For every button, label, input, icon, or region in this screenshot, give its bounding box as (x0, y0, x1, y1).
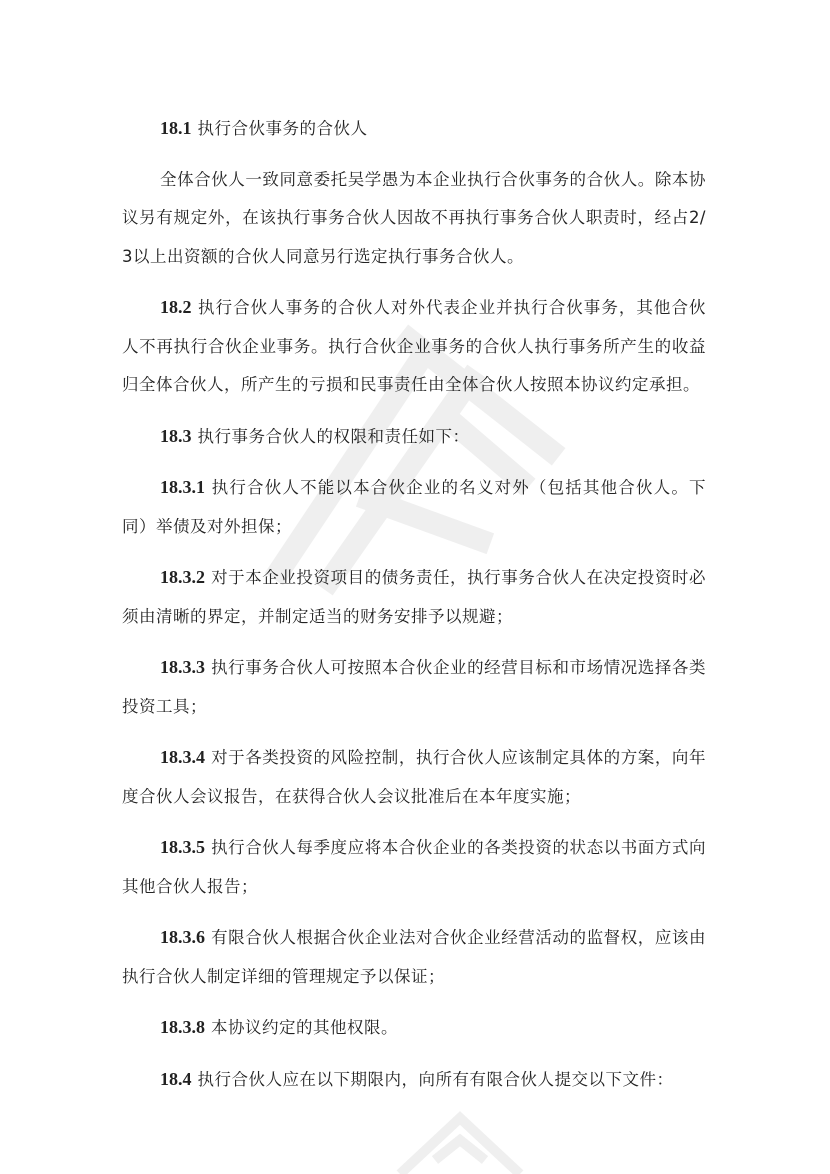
clause-number: 18.3.6 (160, 927, 205, 947)
clause-number: 18.3.4 (160, 747, 205, 767)
clause-number: 18.3.5 (160, 837, 205, 857)
clause-text: 执行合伙人事务的合伙人对外代表企业并执行合伙事务，其他合伙人不再执行合伙企业事务。执行合伙企业事务的合伙人执行事务所产生的收益归全体合伙人，所产生的亏损和民事责任由全体合伙人按照本协议约定承担。 (122, 298, 706, 394)
clause-text: 执行事务合伙人的权限和责任如下： (197, 426, 470, 446)
clause-text: 执行合伙人应在以下期限内，向所有有限合伙人提交以下文件： (197, 1069, 674, 1089)
clause-number: 18.3 (160, 425, 192, 446)
clause-text: 全体合伙人一致同意委托吴学愚为本企业执行合伙事务的合伙人。除本协议另有规定外，在该执行事务合伙人因故不再执行事务合伙人职责时，经占2/3以上出资额的合伙人同意另行选定执行事务合伙人。 (122, 169, 706, 266)
clause-number: 18.3.8 (160, 1017, 205, 1037)
paragraph-18-2 (122, 288, 706, 405)
paragraph-18-1 (122, 109, 706, 149)
clause-text: 有限合伙人根据合伙企业法对合伙企业经营活动的监督权，应该由执行合伙人制定详细的管理规定予以保证； (122, 928, 706, 986)
paragraph-18-3 (122, 417, 706, 457)
paragraph-18-3-4 (122, 738, 706, 816)
clause-text: 执行合伙人不能以本合伙企业的名义对外（包括其他合伙人。下同）举债及对外担保； (122, 478, 706, 536)
paragraph-18-4 (122, 1060, 706, 1100)
clause-number: 18.2 (160, 297, 192, 317)
paragraph-18-1-body (122, 161, 706, 277)
paragraph-18-3-8 (122, 1008, 706, 1048)
paragraph-18-3-3 (122, 648, 706, 726)
watermark-diamond-icon (390, 1110, 530, 1174)
clause-number: 18.1 (160, 118, 192, 138)
clause-text: 执行合伙人每季度应将本合伙企业的各类投资的状态以书面方式向其他合伙人报告； (122, 838, 706, 896)
clause-text: 执行合伙事务的合伙人 (197, 119, 368, 138)
paragraph-18-3-6 (122, 918, 706, 996)
paragraph-18-3-1 (122, 468, 706, 546)
clause-text: 执行事务合伙人可按照本合伙企业的经营目标和市场情况选择各类投资工具； (122, 658, 706, 716)
clause-text: 对于各类投资的风险控制，执行合伙人应该制定具体的方案，向年度合伙人会议报告，在获得合伙人会议批准后在本年度实施； (122, 748, 706, 806)
document-body (122, 109, 706, 1111)
clause-number: 18.4 (160, 1068, 192, 1089)
clause-number: 18.3.1 (160, 477, 205, 497)
clause-text: 本协议约定的其他权限。 (211, 1018, 398, 1037)
paragraph-18-3-5 (122, 828, 706, 906)
clause-text: 对于本企业投资项目的债务责任，执行事务合伙人在决定投资时必须由清晰的界定，并制定适当的财务安排予以规避； (122, 568, 706, 626)
paragraph-18-3-2 (122, 558, 706, 636)
clause-number: 18.3.2 (160, 567, 205, 587)
clause-number: 18.3.3 (160, 657, 205, 677)
